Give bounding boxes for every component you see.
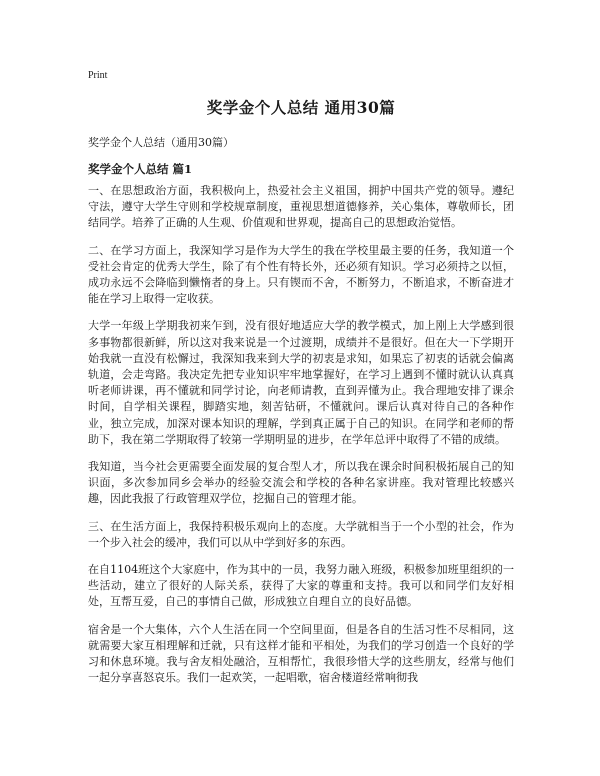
print-link[interactable]: Print xyxy=(88,70,108,81)
paragraph: 一、在思想政治方面，我积极向上，热爱社会主义祖国，拥护中国共产党的领导。遵纪守法，遵守大学生守则和学校规章制度，重视思想道德修养，关心集体，尊敬师长，团结同学。培养了正确的人生观、价值观和世界观，提高自己的思想政治觉悟。 xyxy=(88,184,514,230)
paragraph: 二、在学习方面上，我深知学习是作为大学生的我在学校里最主要的任务，我知道一个受社会肯定的优秀大学生，除了有个性有特长外，还必须有知识。学习必须持之以恒，成功永远不会降临到懒惰者的身上。只有锲而不舍，不断努力，不断追求，不断奋进才能在学习上取得一定收获。 xyxy=(88,243,514,306)
paragraph: 宿舍是一个大集体，六个人生活在同一个空间里面，但是各自的生活习性不尽相同，这就需要大家互相理解和迁就，只有这样才能和平相处，为我们的学习创造一个良好的学习和休息环境。我与舍友相处融洽，互相帮忙，我很珍惜大学的这些朋友，经常与他们一起分享喜怒哀乐。我们一起欢笑，一起唱歌，宿舍楼道经常响彻我 xyxy=(88,622,514,685)
document-subtitle: 奖学金个人总结（通用30篇） xyxy=(88,136,234,149)
paragraph: 在自1104班这个大家庭中，作为其中的一员，我努力融入班级，积极参加班里组织的一些活动，建立了很好的人际关系，获得了大家的尊重和支持。我可以和同学们友好相处，互帮互爱，自己的事情自己做，形成独立自理自立的良好品德。 xyxy=(88,563,514,609)
document-title: 奖学金个人总结 通用30篇 xyxy=(206,98,396,117)
document-body xyxy=(88,183,514,697)
section-heading: 奖学金个人总结 篇1 xyxy=(88,162,193,176)
paragraph: 我知道，当今社会更需要全面发展的复合型人才，所以我在课余时间积极拓展自己的知识面，多次参加同乡会举办的经验交流会和学校的各种名家讲座。我对管理比较感兴趣，因此我报了行政管理双学位，挖掘自己的管理才能。 xyxy=(88,460,514,506)
paragraph: 三、在生活方面上，我保持积极乐观向上的态度。大学就相当于一个小型的社会，作为一个步入社会的缓冲，我们可以从中学到好多的东西。 xyxy=(88,519,514,549)
paragraph: 大学一年级上学期我初来乍到，没有很好地适应大学的教学模式，加上刚上大学感到很多事物都很新鲜，所以这对我来说是一个过渡期，成绩并不是很好。但在大一下学期开始我就一直没有松懈过，我深知我来到大学的初衷是求知，如果忘了初衷的话就会偏离轨道，会走弯路。我决定先把专业知识牢牢地掌握好，在学习上遇到不懂时就认认真真听老师讲课，再不懂就和同学讨论，向老师请教，直到弄懂为止。我合理地安排了课余时间，自学相关课程，脚踏实地，刻苦钻研，不懂就问。课后认真对待自己的各种作业，独立完成，加深对课本知识的理解，学到真正属于自己的知识。在同学和老师的帮助下，我在第二学期取得了较第一学期明显的进步，在学年总评中取得了不错的成绩。 xyxy=(88,319,514,446)
